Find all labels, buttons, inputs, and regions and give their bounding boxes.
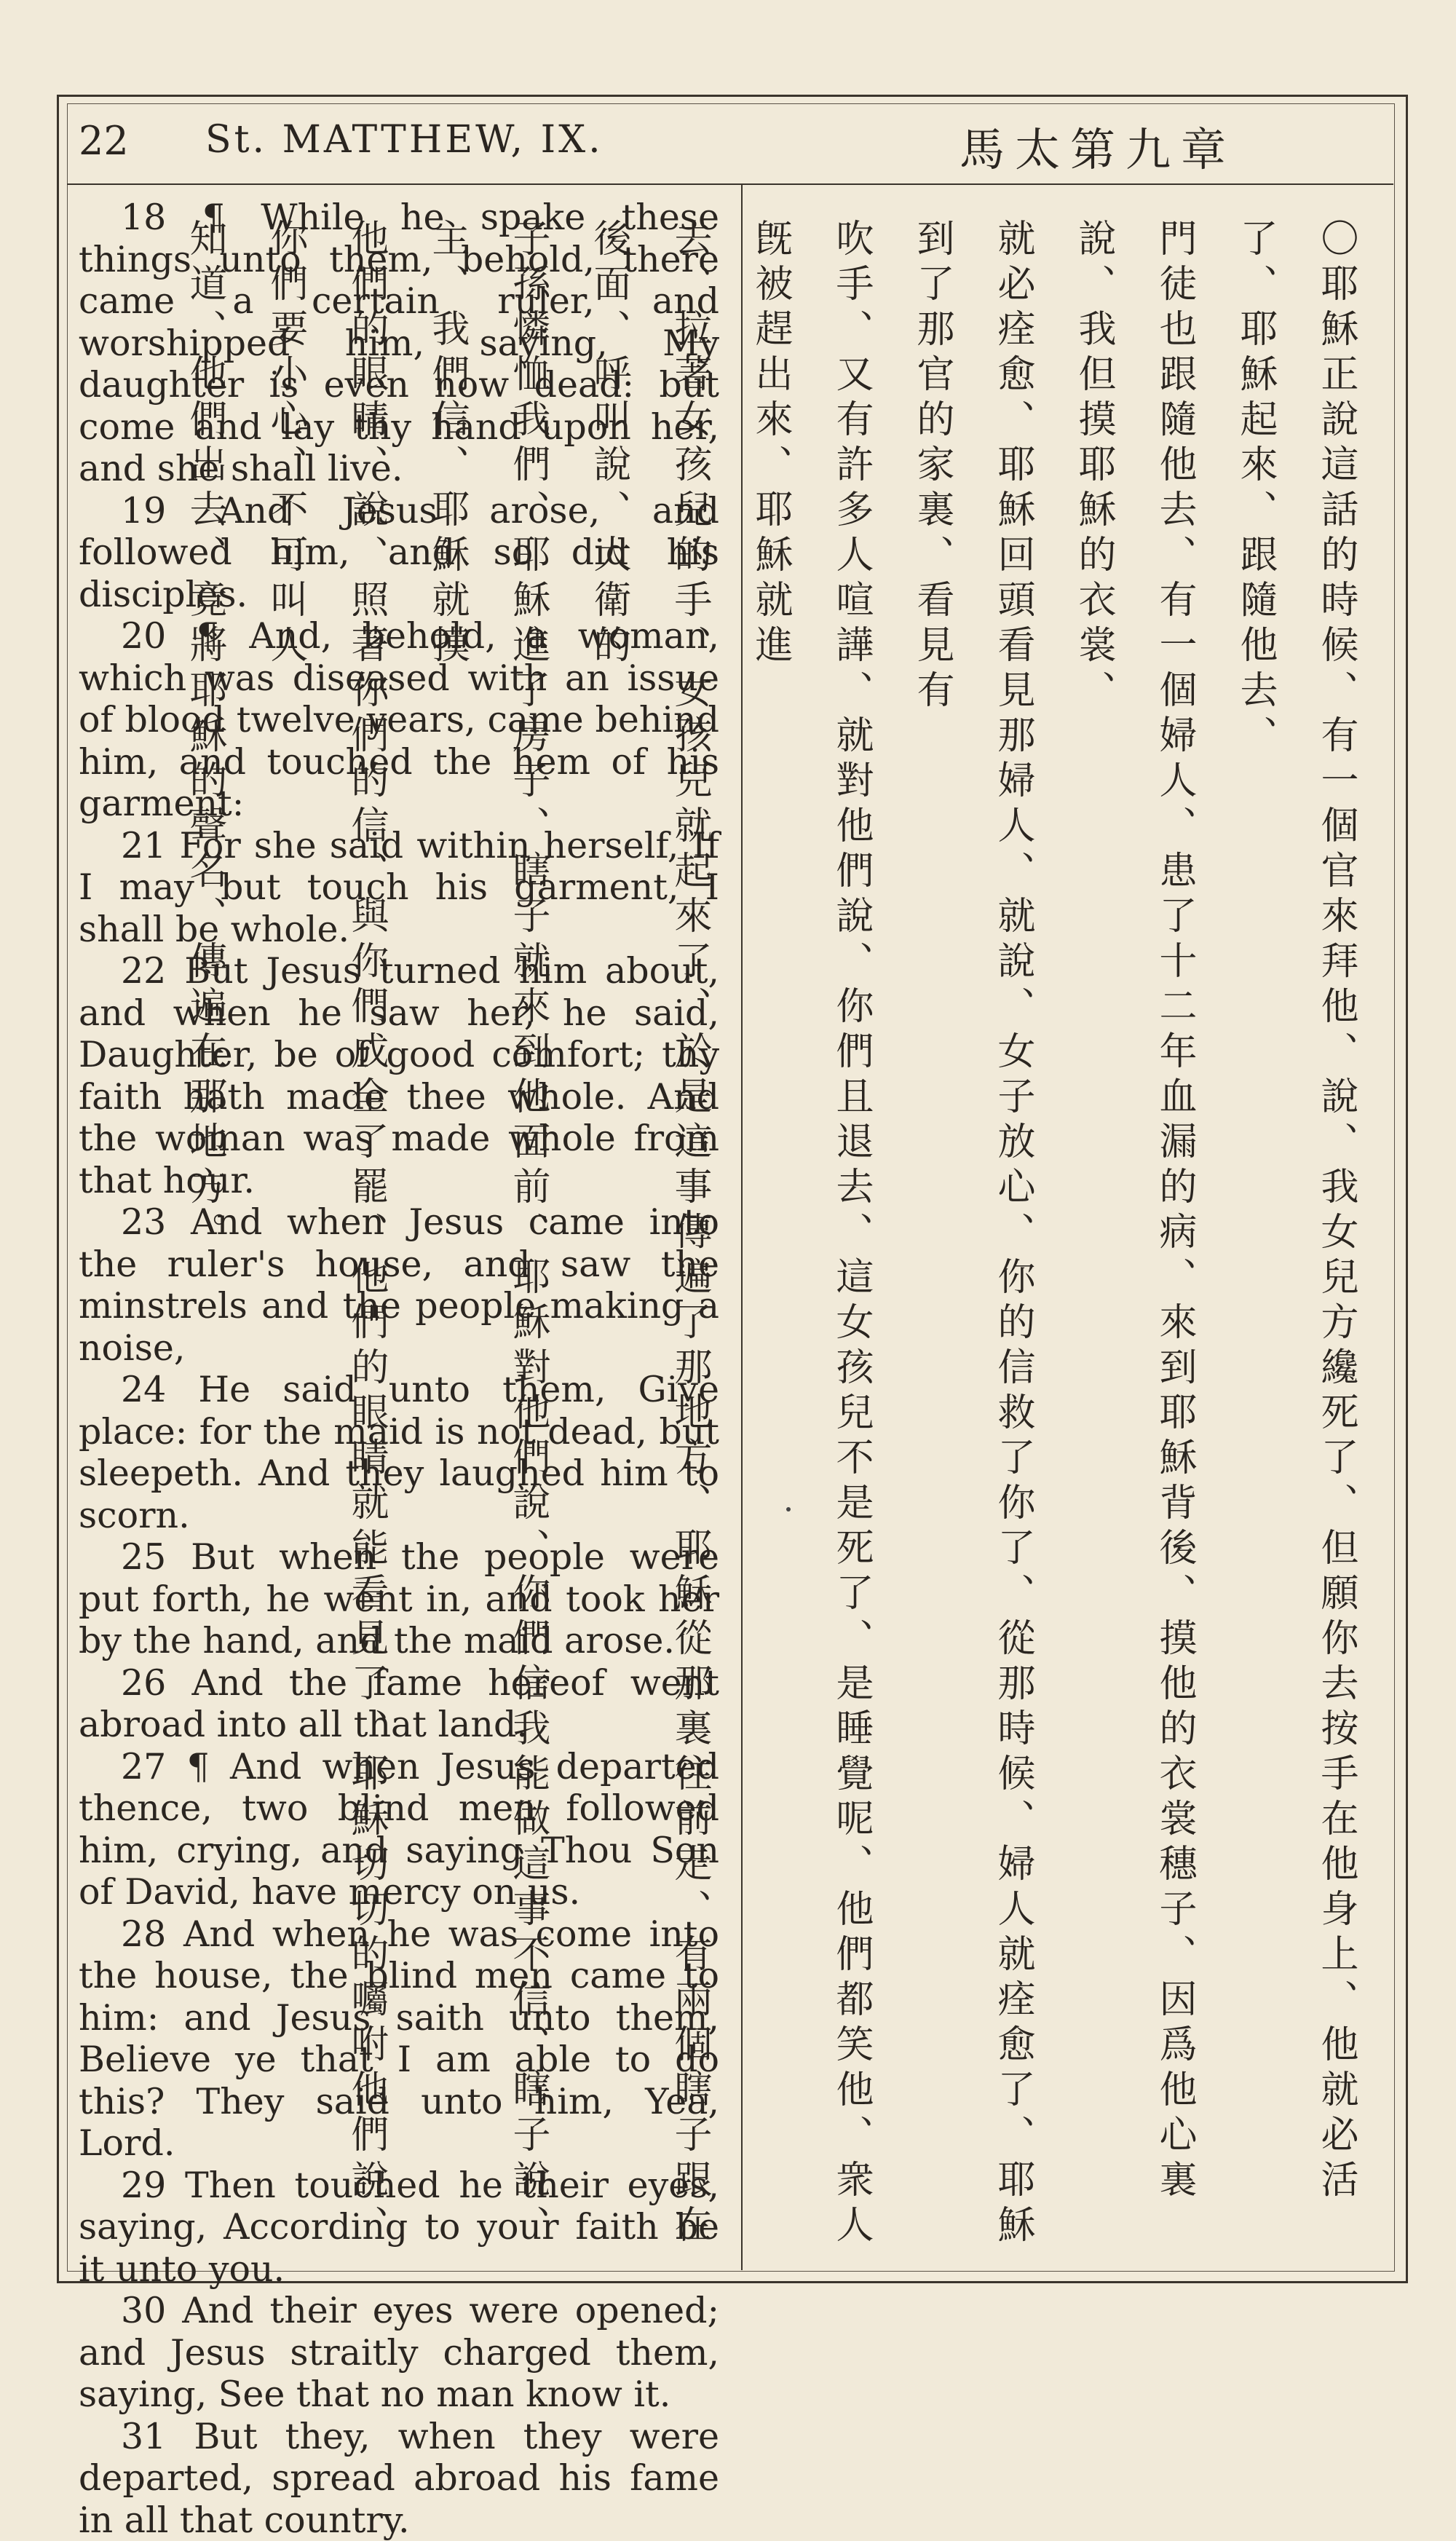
verse-24: 24 He said unto them, Give place: for the maid is not dead, but sleepeth. And they laughed him to scorn. — [79, 1369, 719, 1536]
verse-18: 18 ¶ While he spake these things unto them, behold, there came a certain ruler, and worshipped him, saying, My daughter is even now dead: but come and lay thy hand upon her, and she shall live. — [79, 197, 719, 490]
verse-29: 29 Then touched he their eyes, saying, According to your faith be it unto you. — [79, 2165, 719, 2291]
chinese-running-title: 馬太第九章 — [960, 114, 1236, 178]
chinese-line-5: 去、拉著女孩兒的手、女孩兒就起來了、於是這事傳遍了那地方、耶穌從那裏往前走、有兩個瞎子跟在後面、呼叫說、大衛的 — [568, 218, 729, 2264]
chinese-line-6: 子孫憐恤我們、耶穌進了房子、瞎子就來到他面前、耶穌對他們說、你們信我能做這事不信、瞎子說、主、我們信、耶穌就摸 — [406, 218, 568, 2264]
verse-27: 27 ¶ And when Jesus departed thence, two blind men followed him, crying, and saying Thou Son of David, have mercy on us. — [79, 1746, 719, 1913]
verse-22: 22 But Jesus turned him about, and when he saw her, he said, Daughter, be of good comfort; thy faith hath made thee whole. And the woman was made whole from that hour. — [79, 950, 719, 1201]
verse-19: 19 And Jesus arose, and followed him, and so did his disciples. — [79, 490, 719, 616]
chinese-line-8: 知道、他們出去、竟將耶穌的聲名、傳遍在那地方。 — [164, 218, 245, 2264]
page-number: 22 — [79, 118, 129, 164]
chinese-line-4: 吹手、又有許多人喧譁、就對他們說、你們且退去、這女孩兒不是死了、是睡覺呢、他們都笑他、衆人旣被趕出來、耶穌就進 — [729, 218, 891, 2264]
verse-26: 26 And the fame hereof went abroad into all that land. — [79, 1662, 719, 1746]
running-title: St. MATTHEW, IX. — [205, 118, 604, 162]
verse-30: 30 And their eyes were opened; and Jesus straitly charged them, saying, See that no man know it. — [79, 2290, 719, 2416]
verse-21: 21 For she said within herself, If I may but touch his garment, I shall be whole. — [79, 825, 719, 951]
verse-23: 23 And when Jesus came into the ruler's house, and saw the minstrels and the people making a noise, — [79, 1201, 719, 1369]
verse-28: 28 And when he was come into the house, the blind men came to him: and Jesus saith unto them, Believe ye that I am able to do this? They said unto him, Yea, Lord. — [79, 1913, 719, 2165]
verse-31: 31 But they, when they were departed, spread abroad his fame in all that country. — [79, 2416, 719, 2541]
page-header — [67, 103, 1393, 185]
verse-25: 25 But when the people were put forth, he went in, and took her by the hand, and the maid arose. — [79, 1536, 719, 1662]
ink-dot — [786, 1507, 791, 1511]
chinese-line-3: 就必痊愈、耶穌回頭看見那婦人、就說、女子放心、你的信救了你了、從那時候、婦人就痊愈了、耶穌到了那官的家裏、看見有 — [891, 218, 1053, 2264]
chinese-line-1: 〇耶穌正說這話的時候、有一個官來拜他、說、我女兒方纔死了、但願你去按手在他身上、他就必活了、耶穌起來、跟隨他去、 — [1214, 218, 1376, 2264]
chinese-line-2: 門徒也跟隨他去、有一個婦人、患了十二年血漏的病、來到耶穌背後、摸他的衣裳穗子、因爲他心裏說、我但摸耶穌的衣裳、 — [1053, 218, 1214, 2264]
chinese-line-7: 他們的眼睛、說、照著你們的信、與你們成全了罷、他們的眼睛就能看見了、耶穌切切的囑咐他們說、你們要小心、不可叫人 — [245, 218, 406, 2264]
verse-20: 20 ¶ And, behold, a woman, which was diseased with an issue of blood twelve years, came behind him, and touched the hem of his garment: — [79, 615, 719, 825]
chinese-column — [757, 218, 1376, 2264]
